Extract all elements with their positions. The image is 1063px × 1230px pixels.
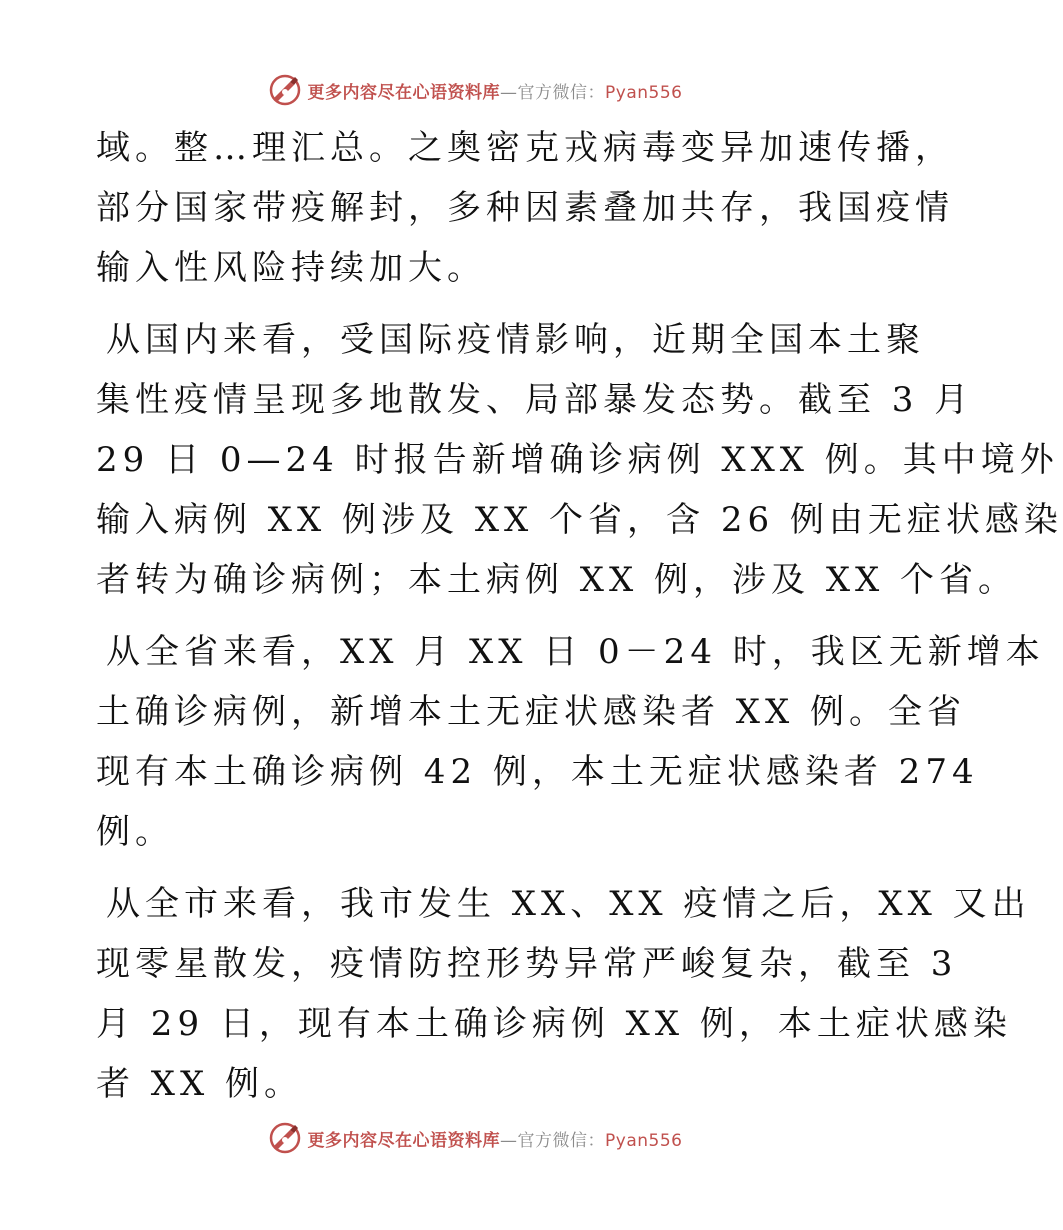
text-line: 输入病例 XX 例涉及 XX 个省，含 26 例由无症状感染 (96, 500, 1063, 540)
paragraph-2 (96, 310, 1063, 610)
banner-dash: — (500, 1130, 518, 1151)
text-line: 者 XX 例。 (96, 1064, 304, 1104)
banner-brand: 更多内容尽在心语资料库 (307, 1130, 501, 1151)
text-line: 月 29 日，现有本土确诊病例 XX 例，本土症状感染 (96, 1004, 1012, 1044)
text-line: 域。整…理汇总。之奥密克戎病毒变异加速传播， (96, 128, 954, 168)
banner-wechat-id: Pyan556 (605, 82, 683, 103)
banner-dash: — (500, 82, 518, 103)
text-line: 现零星散发，疫情防控形势异常严峻复杂，截至 3 (96, 944, 958, 984)
pen-logo-icon (268, 1121, 302, 1155)
text-line: 土确诊病例，新增本土无症状感染者 XX 例。全省 (96, 692, 967, 732)
paragraph-4 (96, 874, 1031, 1114)
header-banner (0, 70, 950, 110)
paragraph-1 (96, 118, 954, 298)
banner-text (308, 1126, 683, 1151)
banner-official-label: 官方微信： (517, 1130, 606, 1151)
footer-banner (0, 1118, 950, 1158)
text-line: 从国内来看，受国际疫情影响，近期全国本土聚 (106, 320, 925, 360)
text-line: 29 日 0—24 时报告新增确诊病例 XXX 例。其中境外 (96, 440, 1059, 480)
banner-brand: 更多内容尽在心语资料库 (307, 82, 501, 103)
document-body (96, 118, 1063, 1114)
text-line: 部分国家带疫解封，多种因素叠加共存，我国疫情 (96, 188, 954, 228)
paragraph-3 (96, 622, 1045, 862)
text-line: 从全省来看，XX 月 XX 日 0－24 时，我区无新增本 (106, 632, 1045, 672)
banner-official-label: 官方微信： (517, 82, 606, 103)
text-line: 者转为确诊病例；本土病例 XX 例，涉及 XX 个省。 (96, 560, 1018, 600)
pen-logo-icon (268, 73, 302, 107)
text-line: 现有本土确诊病例 42 例，本土无症状感染者 274 (96, 752, 979, 792)
text-line: 集性疫情呈现多地散发、局部暴发态势。截至 3 月 (96, 380, 974, 420)
banner-text (308, 78, 683, 103)
text-line: 例。 (96, 812, 174, 852)
text-line: 输入性风险持续加大。 (96, 248, 486, 288)
banner-wechat-id: Pyan556 (605, 1130, 683, 1151)
text-line: 从全市来看，我市发生 XX、XX 疫情之后，XX 又出 (106, 884, 1031, 924)
